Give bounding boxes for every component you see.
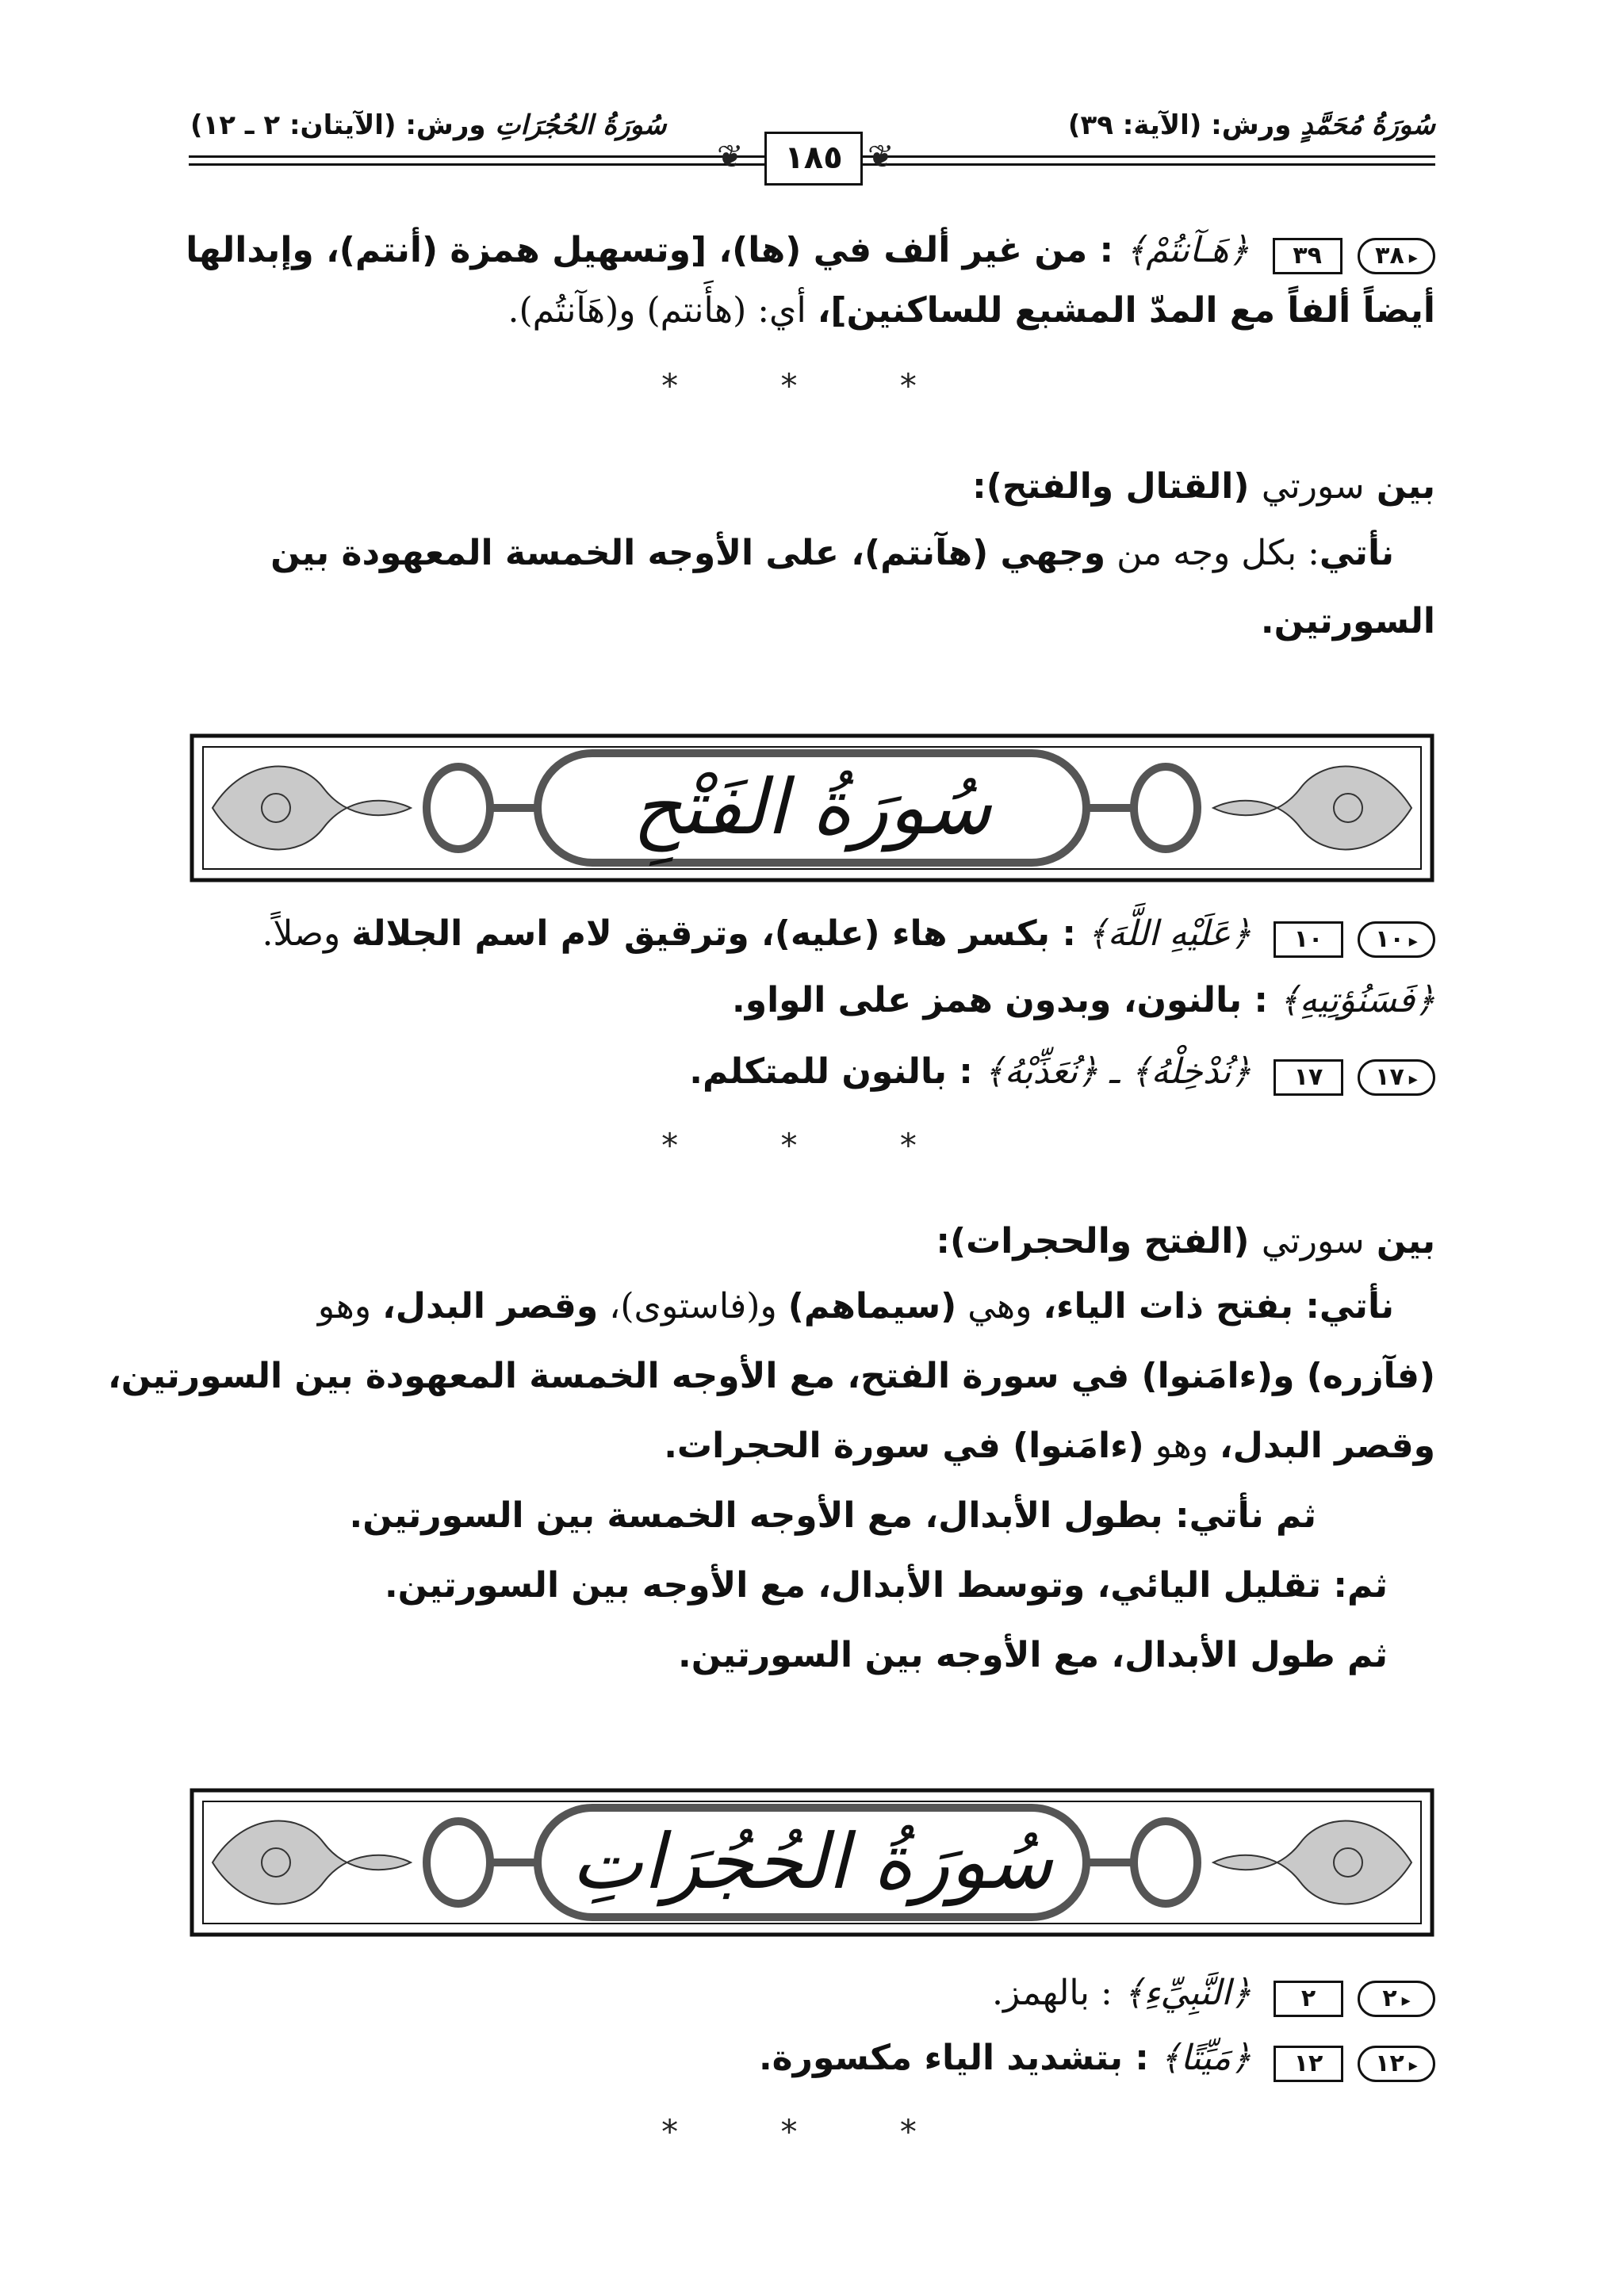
block3-line1-normal: : بالهمز. <box>992 1973 1113 2013</box>
block1-line2-normal: أي: (هأَنتم) و(هَآنتُم). <box>508 290 806 331</box>
separator-stars: * * * <box>661 1126 963 1165</box>
header-right-surah: سُورَةُ مُحَمَّدٍ <box>1300 109 1435 141</box>
separator-stars: * * * <box>661 366 963 405</box>
page-ornament-left-icon: ❦ <box>717 139 744 175</box>
quran-quote: ﴿عَلَيْهِ اللَّهَ﴾ <box>1086 913 1251 954</box>
section1-heading-bold: (القتال والفتح): <box>972 466 1250 507</box>
verse-box: ٣٩ <box>1273 238 1342 274</box>
page-number: ١٨٥ <box>764 132 863 186</box>
section1-heading <box>189 463 1435 511</box>
block2-line3 <box>189 1048 1435 1097</box>
section2-line5: ثم: تقليل اليائي، وتوسط الأبدال، مع الأوجه بين السورتين. <box>384 1565 1388 1606</box>
section2-heading-normal: سورتي <box>1261 1221 1365 1261</box>
s2-l1-n1: وهي <box>967 1286 1032 1326</box>
block1-line2-bold: أيضاً ألفاً مع المدّ المشبع للساكنين]، <box>817 290 1435 331</box>
section1-line1-bold1: نأتي <box>1319 533 1394 573</box>
header-left <box>190 109 666 141</box>
block1-line1-text: : من غير ألف في (ها)، [وتسهيل همزة (أنتم)، وإبدالها <box>186 230 1114 270</box>
verse-oval: ١٢ ▸ <box>1358 2046 1435 2082</box>
verse-box: ١٧ <box>1274 1059 1343 1096</box>
header-right-info: ورش: (الآية: ٣٩) <box>1067 109 1292 141</box>
s2-l3-b2: (ءامَنوا) في سورة الحجرات. <box>664 1426 1144 1466</box>
s2-l1-b3: وقصر البدل، <box>382 1286 599 1326</box>
block2-line1-bold: : بكسر هاء (عليه)، وترقيق لام اسم الجلالة <box>351 913 1076 954</box>
section2-heading-word: بين <box>1376 1221 1435 1261</box>
block3-line2-bold: : بتشديد الياء مكسورة. <box>758 2038 1149 2078</box>
page-ornament-right-icon: ❦ <box>868 139 894 175</box>
block3-line2 <box>189 2035 1435 2084</box>
section2-line6: ثم طول الأبدال، مع الأوجه بين السورتين. <box>678 1635 1388 1675</box>
block3-line1 <box>189 1970 1435 2019</box>
verse-tag-2 <box>1274 1971 1435 2019</box>
header-right <box>1068 109 1435 141</box>
section1-line1-bold2: وجهي (هآنتم)، على الأوجه الخمسة المعهودة بين <box>270 533 1106 573</box>
verse-box: ٢ <box>1274 1981 1343 2017</box>
section1-heading-word: بين <box>1376 466 1435 507</box>
block2-line3-bold: : بالنون للمتكلم. <box>689 1051 973 1092</box>
block2-line2 <box>189 977 1435 1024</box>
s2-l3-n1: وهو <box>1155 1426 1208 1466</box>
block1-line1 <box>186 227 1435 276</box>
separator-stars: * * * <box>661 2112 963 2151</box>
verse-oval: ٢ ▸ <box>1358 1981 1435 2017</box>
s2-l1-n2: و(فاستوى)، <box>609 1286 777 1326</box>
verse-box: ١٠ <box>1274 921 1343 958</box>
quran-quote: ﴿نُدْخِلْهُ﴾ ـ ﴿نُعَذِّبْهُ﴾ <box>983 1051 1251 1092</box>
verse-tag-38 <box>1273 228 1435 276</box>
surah-title: سُورَةُ الفَتْحِ <box>632 763 992 852</box>
s2-l1-n3: وهو <box>317 1286 372 1326</box>
surah-title: سُورَةُ الحُجُرَاتِ <box>571 1817 1053 1906</box>
verse-oval: ٣٨ ▸ <box>1358 238 1435 274</box>
section1-line2: السورتين. <box>1260 601 1435 641</box>
section1-heading-normal: سورتي <box>1261 466 1365 507</box>
surah-banner-hujurat <box>189 1787 1435 1938</box>
block2-line2-bold: : بالنون، وبدون همز على الواو. <box>732 980 1269 1020</box>
section1-line1-normal: : بكل وجه من <box>1116 533 1320 573</box>
s2-l1-b2: (سيماهم) <box>787 1286 957 1326</box>
quran-quote: ﴿النَّبِيِّءِ﴾ <box>1123 1973 1251 2013</box>
verse-tag-12 <box>1274 2036 1435 2084</box>
verse-box: ١٢ <box>1274 2046 1343 2082</box>
block2-line1 <box>189 910 1435 959</box>
block2-line1-normal: وصلاً. <box>262 913 341 954</box>
verse-oval: ١٠ ▸ <box>1358 921 1435 958</box>
section2-heading <box>189 1218 1435 1265</box>
s2-l1-b1: نأتي: بفتح ذات الياء، <box>1043 1286 1394 1326</box>
header-left-info: ورش: (الآيتان: ٢ ـ ١٢) <box>190 109 486 141</box>
surah-banner-fath <box>189 733 1435 883</box>
section2-line1 <box>189 1283 1435 1330</box>
quran-quote: ﴿مَيِّتًا﴾ <box>1159 2038 1251 2078</box>
quran-quote: ﴿هَـآنتُمْ﴾ <box>1125 230 1250 270</box>
section2-heading-bold: (الفتح والحجرات): <box>936 1221 1250 1261</box>
section2-line4: ثم نأتي: بطول الأبدال، مع الأوجه الخمسة بين السورتين. <box>349 1495 1316 1536</box>
section2-line2: (فآزره) و(ءامَنوا) في سورة الفتح، مع الأوجه الخمسة المعهودة بين السورتين، <box>108 1356 1435 1396</box>
verse-tag-10 <box>1274 912 1435 959</box>
section1-line1 <box>189 530 1435 577</box>
verse-tag-17 <box>1274 1050 1435 1097</box>
block1-line2 <box>189 287 1435 335</box>
quran-quote: ﴿فَسَنُؤتِيهِ﴾ <box>1279 980 1435 1020</box>
header-left-surah: سُورَةُ الحُجُرَاتِ <box>495 109 667 141</box>
section2-line3 <box>189 1422 1435 1470</box>
verse-oval: ١٧ ▸ <box>1358 1059 1435 1096</box>
s2-l3-b1: وقصر البدل، <box>1219 1426 1435 1466</box>
